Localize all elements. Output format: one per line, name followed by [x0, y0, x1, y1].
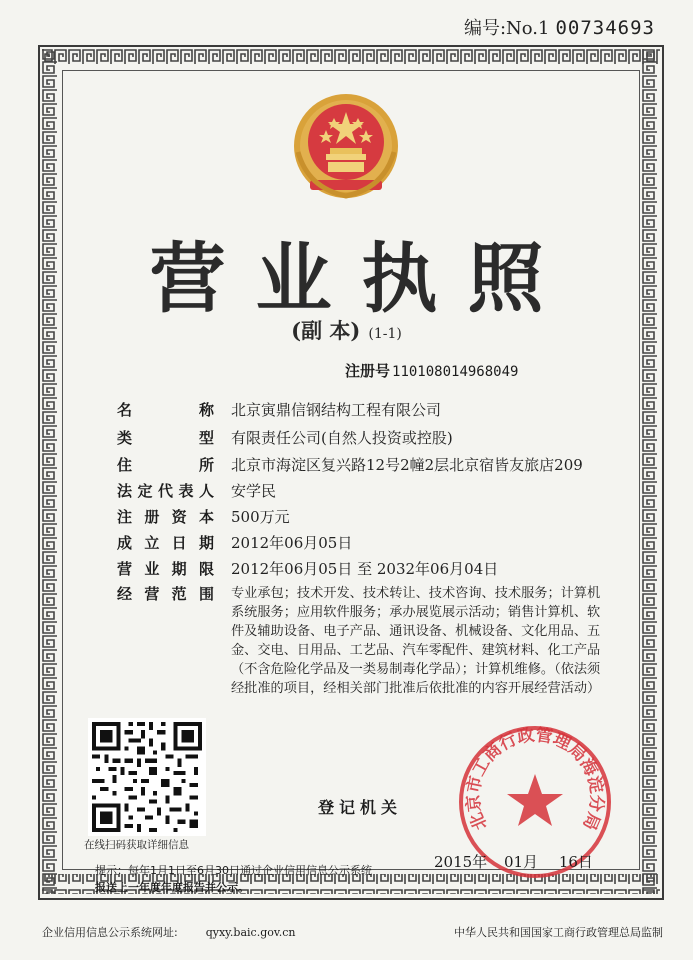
- notice-line: 提示：每年1月1日至6月30日通过企业信用信息公示系统: [95, 864, 372, 877]
- field-business-scope: [117, 584, 617, 698]
- issue-month: 01月: [503, 853, 539, 871]
- field-label: 类型: [117, 429, 215, 447]
- field-value: 2012年06月05日: [231, 534, 353, 552]
- footer-website: [42, 924, 296, 940]
- serial-prefix: 编号:No.1: [463, 18, 550, 39]
- annual-report-notice: [95, 862, 372, 896]
- seal-text: 北京市工商行政管理局海淀分局: [463, 725, 607, 833]
- field-value: 安学民: [231, 482, 277, 500]
- field-address: [117, 455, 617, 476]
- national-emblem-icon: [288, 92, 404, 204]
- field-value: 500万元: [231, 508, 290, 526]
- footer-website-url[interactable]: qyxy.baic.gov.cn: [205, 926, 296, 939]
- field-label: 法定代表人: [117, 482, 215, 500]
- field-label: 名称: [117, 401, 215, 419]
- registration-value: 110108014968049: [392, 364, 519, 380]
- serial-value: 00734693: [555, 17, 655, 39]
- field-value: 专业承包；技术开发、技术转让、技术咨询、技术服务；计算机系统服务；应用软件服务；承办展览展示活动；销售计算机、软件及辅助设备、电子产品、通讯设备、机械设备、文化用品、五金、交电、日用品、工艺品、汽车零配件、建筑材料、化工产品（不含危险化学品及一类易制毒化学品）；计算机维修。（依法须经批准的项目，经相关部门批准后依批准的内容开展经营活动）: [231, 586, 601, 696]
- registration-label: 注册号: [345, 362, 391, 380]
- registration-number: [345, 360, 518, 381]
- field-name: [117, 400, 617, 421]
- field-label: 住所: [117, 456, 215, 474]
- field-value: 北京市海淀区复兴路12号2幢2层北京宿皆友旅店209: [231, 456, 583, 474]
- field-business-term: [117, 559, 617, 580]
- field-legal-representative: [117, 481, 617, 502]
- field-value: 2012年06月05日 至 2032年06月04日: [231, 560, 499, 578]
- issue-year: 2015年: [434, 853, 488, 871]
- serial-number: [464, 14, 655, 40]
- footer-website-label: 企业信用信息公示系统网址:: [42, 926, 178, 939]
- document-title: 营业执照: [149, 234, 574, 323]
- qr-caption: 在线扫码获取详细信息: [84, 839, 189, 851]
- copy-number: (1-1): [368, 326, 402, 342]
- field-type: [117, 428, 617, 449]
- registration-authority: 登记机关: [318, 798, 403, 817]
- field-label: 营业期限: [117, 560, 215, 578]
- field-registered-capital: [117, 507, 617, 528]
- field-established-date: [117, 533, 617, 554]
- field-value: 北京寅鼎信钢结构工程有限公司: [231, 401, 442, 419]
- field-value: 有限责任公司(自然人投资或控股): [231, 429, 453, 447]
- document-subtitle: [0, 315, 693, 345]
- footer-issuer: 中华人民共和国国家工商行政管理总局监制: [454, 926, 663, 939]
- notice-line: 报送上一年度年度报告并公示。: [95, 881, 249, 894]
- issue-day: 16日: [558, 853, 593, 871]
- copy-type: (副 本): [291, 318, 361, 343]
- qr-code-icon: [88, 718, 206, 836]
- issue-date: [434, 851, 593, 872]
- field-label: 成立日期: [117, 534, 215, 552]
- field-label: 经营范围: [117, 585, 215, 603]
- field-label: 注册资本: [117, 508, 215, 526]
